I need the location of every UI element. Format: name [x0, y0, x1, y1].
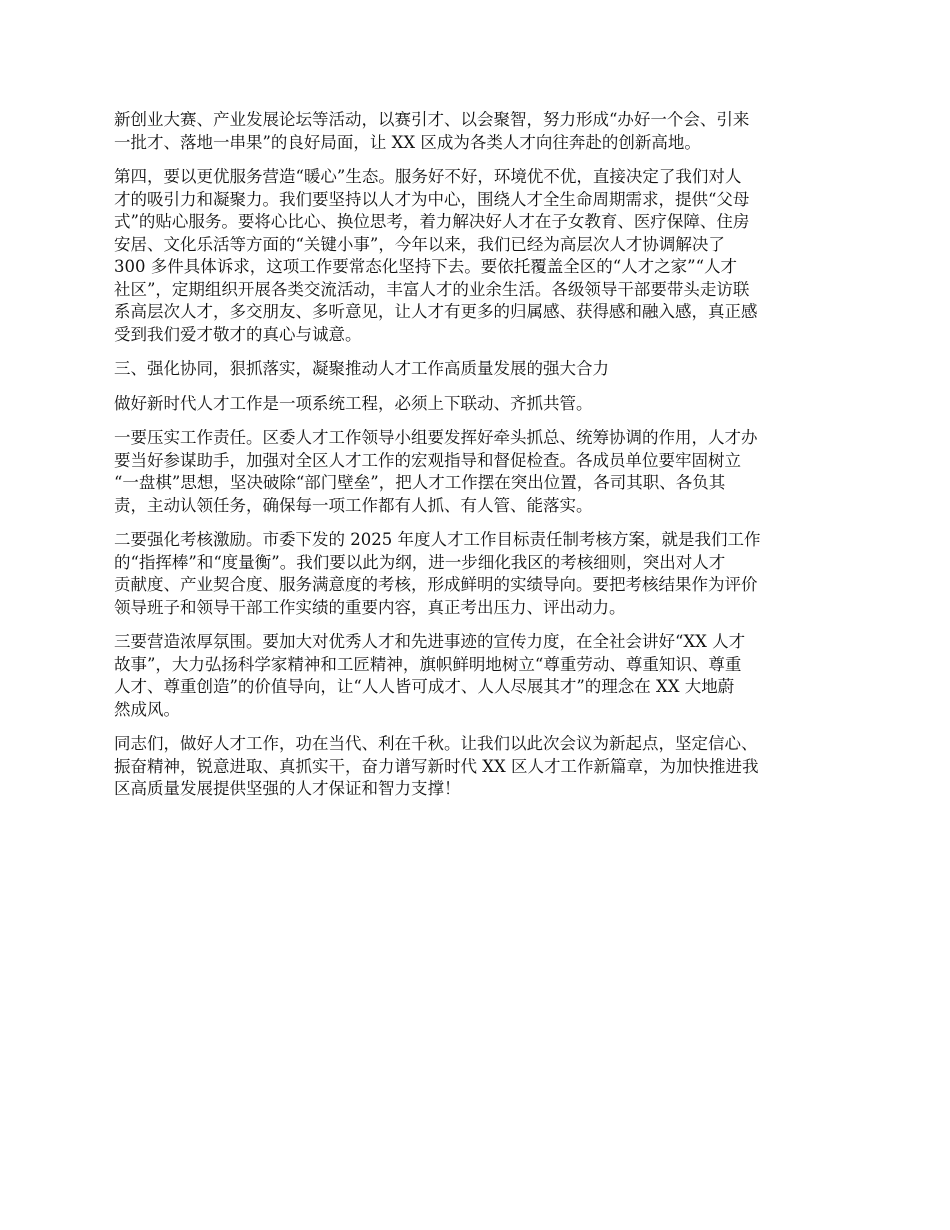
- section-heading-three: [114, 358, 840, 381]
- text-line: 二要强化考核激励。市委下发的 2025 年度人才工作目标责任制考核方案，就是我们工作: [114, 530, 761, 549]
- text-line: 的“指挥棒”和“度量衡”。我们要以此为纲，进一步细化我区的考核细则，突出对人才: [114, 552, 726, 572]
- text-line: 三、强化协同，狠抓落实，凝聚推动人才工作高质量发展的强大合力: [114, 359, 609, 378]
- paragraph-fourth-service: [114, 166, 840, 346]
- text-line: 社区”，定期组织开展各类交流活动，丰富人才的业余生活。各级领导干部要带头走访联: [114, 279, 750, 299]
- text-line: 第四，要以更优服务营造“暖心”生态。服务好不好，环境优不优，直接决定了我们对人: [114, 167, 742, 186]
- text-line: 受到我们爱才敬才的真心与诚意。: [114, 324, 362, 344]
- text-line: 人才、尊重创造”的价值导向，让“人人皆可成才、人人尽展其才”的理念在 XX 大地蔚: [114, 677, 735, 696]
- text-line: 要当好参谋助手，加强对全区人才工作的宏观指导和督促检查。各成员单位要牢固树立: [114, 450, 741, 470]
- paragraph-closing: [114, 733, 840, 801]
- text-line: 然成风。: [114, 699, 180, 719]
- text-line: 300 多件具体诉求，这项工作要常态化坚持下去。要依托覆盖全区的“人才之家”“人才: [114, 257, 738, 276]
- paragraph-system-engineering: [114, 393, 840, 416]
- text-line: 故事”，大力弘扬科学家精神和工匠精神，旗帜鲜明地树立“尊重劳动、尊重知识、尊重: [114, 654, 742, 674]
- text-line: 才的吸引力和凝聚力。我们要坚持以人才为中心，围绕人才全生命周期需求，提供“父母: [114, 189, 750, 209]
- text-line: 新创业大赛、产业发展论坛等活动，以赛引才、以会聚智，努力形成“办好一个会、引来: [114, 110, 750, 129]
- text-line: 区高质量发展提供坚强的人才保证和智力支撑！: [114, 779, 461, 798]
- paragraph-responsibility: [114, 427, 840, 517]
- text-line: 一要压实工作责任。区委人才工作领导小组要发挥好牵头抓总、统筹协调的作用，人才办: [114, 428, 758, 447]
- text-line: 同志们，做好人才工作，功在当代、利在千秋。让我们以此次会议为新起点，坚定信心、: [114, 734, 758, 753]
- text-line: 做好新时代人才工作是一项系统工程，必须上下联动、齐抓共管。: [114, 393, 593, 413]
- paragraph-atmosphere: [114, 631, 840, 721]
- text-line: 系高层次人才，多交朋友、多听意见，让人才有更多的归属感、获得感和融入感，真正感: [114, 302, 758, 321]
- text-line: 式”的贴心服务。要将心比心、换位思考，着力解决好人才在子女教育、医疗保障、住房: [114, 212, 750, 231]
- text-line: 领导班子和领导干部工作实绩的重要内容，真正考出压力、评出动力。: [114, 597, 626, 617]
- document-body: [114, 109, 840, 801]
- text-line: “一盘棋”思想，坚决破除“部门壁垒”，把人才工作摆在突出位置，各司其职、各负其: [114, 473, 726, 492]
- text-line: 责，主动认领任务，确保每一项工作都有人抓、有人管、能落实。: [114, 495, 593, 515]
- text-line: 三要营造浓厚氛围。要加大对优秀人才和先进事迹的宣传力度，在全社会讲好“XX 人才: [114, 632, 746, 651]
- paragraph-assessment: [114, 529, 840, 619]
- text-line: 一批才、落地一串果”的良好局面，让 XX 区成为各类人才向往奔赴的创新高地。: [114, 132, 701, 152]
- text-line: 安居、文化乐活等方面的“关键小事”，今年以来，我们已经为高层次人才协调解决了: [114, 234, 725, 254]
- text-line: 贡献度、产业契合度、服务满意度的考核，形成鲜明的实绩导向。要把考核结果作为评价: [114, 575, 758, 594]
- paragraph-talent-events: [114, 109, 840, 154]
- text-line: 振奋精神，锐意进取、真抓实干，奋力谱写新时代 XX 区人才工作新篇章，为加快推进我: [114, 756, 759, 776]
